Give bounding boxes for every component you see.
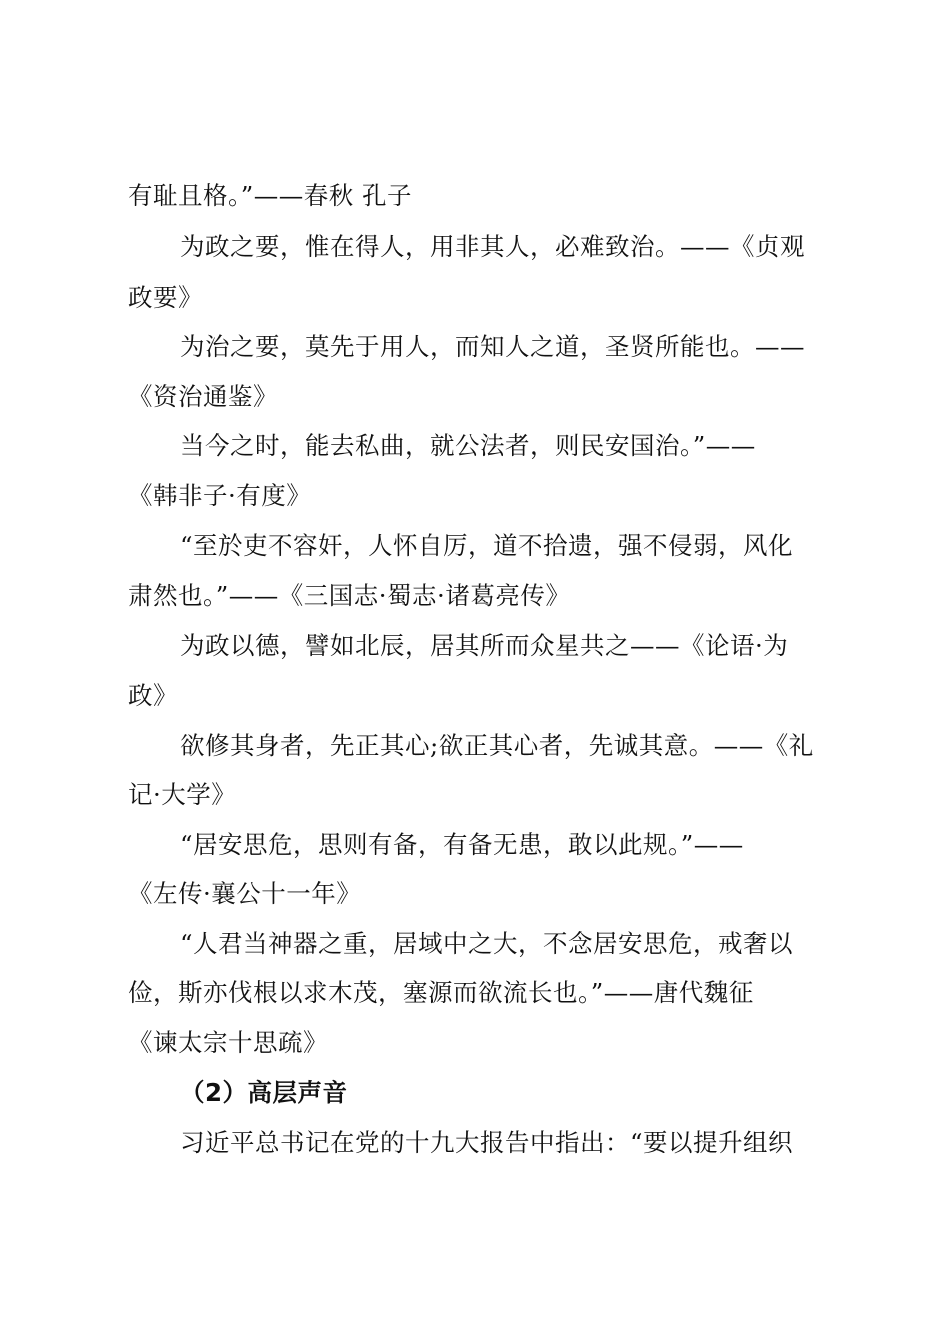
text-line: 为治之要，莫先于用人，而知人之道，圣贤所能也。—— [180, 332, 805, 361]
text-line: 为政以德，譬如北辰，居其所而众星共之——《论语·为 [180, 631, 789, 660]
section-heading: （2）高层声音 [180, 1078, 348, 1107]
text-line: 俭，斯亦伐根以求木茂，塞源而欲流长也。”——唐代魏征 [128, 978, 754, 1007]
text-line: 《谏太宗十思疏》 [128, 1028, 328, 1057]
text-line: 政》 [128, 681, 178, 710]
text-line: 有耻且格。”——春秋 孔子 [128, 181, 413, 210]
text-line: “人君当神器之重，居域中之大，不念居安思危，戒奢以 [180, 929, 794, 958]
text-line: 肃然也。”——《三国志·蜀志·诸葛亮传》 [128, 581, 571, 610]
text-line: 当今之时，能去私曲，就公法者，则民安国治。”—— [180, 431, 756, 460]
text-line: 习近平总书记在党的十九大报告中指出：“要以提升组织 [180, 1128, 794, 1157]
text-line: 《韩非子·有度》 [128, 481, 312, 510]
text-line: 《资治通鉴》 [128, 382, 278, 411]
text-line: 欲修其身者，先正其心;欲正其心者，先诚其意。——《礼 [180, 731, 814, 760]
text-line: 政要》 [128, 283, 203, 312]
text-line: 《左传·襄公十一年》 [128, 879, 362, 908]
text-line: 为政之要，惟在得人，用非其人，必难致治。——《贞观 [180, 232, 805, 261]
text-line: “居安思危，思则有备，有备无患，敢以此规。”—— [180, 830, 744, 859]
text-line: 记·大学》 [128, 780, 237, 809]
text-line: “至於吏不容奸，人怀自厉，道不拾遗，强不侵弱，风化 [180, 531, 794, 560]
